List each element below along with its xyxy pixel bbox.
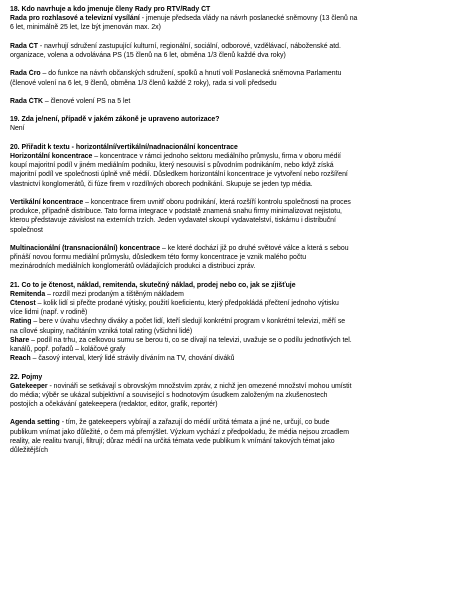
vertical-paragraph: Vertikální koncentrace – koncentrace firem uvnitř oboru podnikání, která rozšíří kontrolu společnosti na proces bbox=[10, 198, 351, 206]
ctenost-line-cont: více lidmi (např. v rodině) bbox=[10, 309, 88, 317]
question-19-heading: 19. Zda je/není, případě v jakém zákoně je upraveno autorizace? bbox=[10, 116, 220, 124]
remitenda-line: Remitenda – rozdíl mezi prodaným a tištěným nákladem bbox=[10, 290, 184, 298]
horizontal-paragraph-line: koupí majoritní podíl v jiném mediálním podniku, který nesouvisí s původním podnikáním, nebo když získá bbox=[10, 162, 334, 170]
question-22-heading: 22. Pojmy bbox=[10, 373, 43, 381]
cro-paragraph: Rada Čro – do funkce na návrh občanských sdružení, spolků a hnutí volí Poslanecká sněmovna Parlamentu bbox=[10, 70, 342, 78]
agenda-setting-paragraph-line: reality, ale realitu tvarují, filtrují; důraz médií na určitá témata vede publikum k vnímání takových témat jako bbox=[10, 437, 335, 445]
ctk-paragraph: Rada ČTK – členové volení PS na 5 let bbox=[10, 97, 131, 105]
multinational-paragraph: Multinacionální (transnacionální) koncentrace – ke které dochází již po druhé světové válce a která s sebou bbox=[10, 244, 349, 252]
share-term: Share bbox=[10, 336, 30, 344]
vertical-paragraph-line: společnost bbox=[10, 226, 43, 234]
reach-term: Reach bbox=[10, 355, 31, 363]
question-21-heading: 21. Co to je čtenost, náklad, remitenda, skutečný náklad, prodej nebo co, jak se zjišťuje bbox=[10, 281, 296, 289]
cro-paragraph-line: (členové volení na 6 let, 9 členů, obměna 1/3 členů každé 2 roky), rada si volí předsedu bbox=[10, 79, 277, 87]
document-page bbox=[10, 5, 454, 455]
ct-term: Rada ČT bbox=[10, 42, 38, 50]
gatekeeper-term: Gatekeeper bbox=[10, 382, 48, 390]
gatekeeper-paragraph: Gatekeeper - novináři se setkávají s obrovským množstvím zpráv, z nichž jen omezené množství mohou umístit bbox=[10, 382, 352, 390]
question-18-heading: 18. Kdo navrhuje a kdo jmenuje členy Rady pro RTV/Rady ČT bbox=[10, 6, 211, 13]
vertical-term: Vertikální koncentrace bbox=[10, 198, 84, 206]
remitenda-term: Remitenda bbox=[10, 290, 46, 298]
multinational-term: Multinacionální (transnacionální) koncentrace bbox=[10, 244, 161, 252]
rrtv-paragraph: Rada pro rozhlasové a televizní vysílání - jmenuje předseda vlády na návrh poslanecké sněmovny (13 členů na bbox=[10, 15, 358, 23]
agenda-setting-paragraph-line: důležitějších bbox=[10, 447, 48, 454]
rrtv-term: Rada pro rozhlasové a televizní vysílání bbox=[10, 15, 140, 23]
agenda-setting-term: Agenda setting bbox=[10, 419, 60, 427]
ctenost-term: Čtenost bbox=[10, 300, 36, 307]
multinational-paragraph-line: přináší novou formu mediální průmyslu, důsledkem této formy koncentrace je vznik malého počtu bbox=[10, 254, 307, 262]
horizontal-paragraph-line: vlastnictví konglomerátů, či fúze firem v rozdílných oborech podnikání. Skupuje se jeden typ média. bbox=[10, 180, 313, 188]
rating-line-cont: na cílové skupiny, načítáním vzniká total rating (všichni lidé) bbox=[10, 327, 193, 335]
ct-paragraph: Rada ČT - navrhují sdružení zastupující kulturní, regionální, sociální, odborové, vzdělávací, náboženské atd. bbox=[10, 42, 341, 50]
rating-term: Rating bbox=[10, 318, 32, 326]
vertical-paragraph-line: kterou představuje závislost na externích trzích. Jeden vydavatel skoupí vydavatelství, tiskárnu i distribuční bbox=[10, 217, 336, 225]
share-line: Share – podíl na trhu, za celkovou sumu se berou ti, co se dívají na televizi, uvažuje se o podílu jednotlivých tel. bbox=[10, 336, 352, 344]
gatekeeper-paragraph-line: do média; výběr se ukázal subjektivní a související s hodnotovým úsudkem založeným na zkušenostech bbox=[10, 391, 328, 399]
horizontal-paragraph-line: majoritní podíl ve společnosti úplně vně médií. Důsledkem horizontální koncentrace je vytvoření nebo rozšíření bbox=[10, 171, 348, 179]
share-line-cont: kanálů, popř. pořadů – koláčové grafy bbox=[10, 345, 126, 353]
gatekeeper-paragraph-line: postojích a očekávání gatekeepera (redaktor, editor, grafik, reportér) bbox=[10, 401, 218, 409]
horizontal-term: Horizontální koncentrace bbox=[10, 153, 93, 160]
rrtv-paragraph-line: 6 let, minimálně 25 let, lze být jmenován max. 2x) bbox=[10, 24, 161, 32]
ctk-term: Rada ČTK bbox=[10, 97, 43, 105]
ct-paragraph-line: organizace, volena a odvolávána PS (15 členů na 6 let, obměna 1/3 členů každé dva roky) bbox=[10, 51, 286, 59]
horizontal-paragraph: Horizontální koncentrace – koncentrace v rámci jednoho sektoru mediálního průmyslu, firma v oboru médií bbox=[10, 153, 341, 160]
agenda-setting-paragraph: Agenda setting - tím, že gatekeepers vybírají a zařazují do médií určitá témata a jiné ne, určují, co bude bbox=[10, 419, 330, 427]
reach-line: Reach – časový interval, který lidé strávily díváním na TV, chování diváků bbox=[10, 355, 235, 363]
multinational-paragraph-line: mezinárodních mediálních konglomerátů ovládajících produkci a distribuci zpráv. bbox=[10, 263, 256, 271]
question-20-heading: 20. Přiřadit k textu - horizontální/vertikální/nadnacionální koncentrace bbox=[10, 143, 238, 151]
vertical-paragraph-line: produkce, případně distribuce. Tato forma integrace v podstatě znamená snahu firmy minimalizovat nejistotu, bbox=[10, 208, 342, 216]
cro-term: Rada Čro bbox=[10, 70, 41, 78]
ctenost-line: Čtenost – kolik lidí si přečte prodané výtisky, použití koeficientu, který předpokládá přečtení jednoho výtisku bbox=[10, 300, 339, 307]
agenda-setting-paragraph-line: publikum vnímat jako důležité, o čem má přemýšlet. Výzkum vychází z předpokladu, že média nejsou zrcadlem bbox=[10, 428, 349, 436]
rating-line: Rating – bere v úvahu všechny diváky a počet lidí, kteří sledují konkrétní program v konkrétní televizi, měří se bbox=[10, 318, 346, 326]
question-19-answer: Není bbox=[10, 125, 25, 133]
